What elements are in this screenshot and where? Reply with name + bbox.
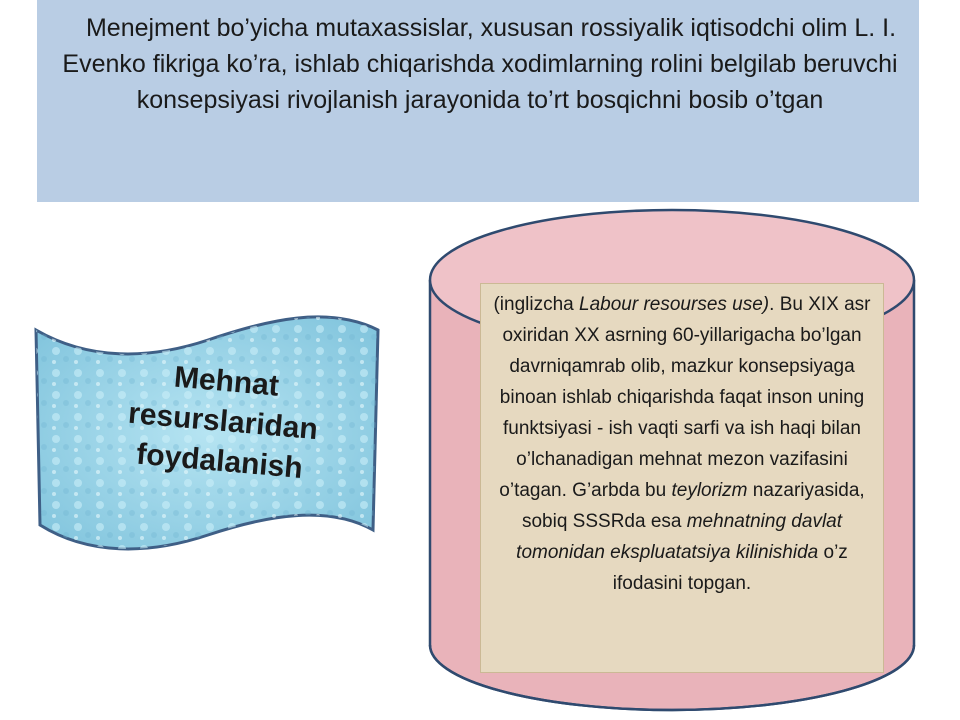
banner-title: Mehnat resurslaridan foydalanish — [126, 360, 320, 486]
header-text — [60, 10, 900, 118]
panel-text-segment: . Bu XIX asr oxiridan XX asrning 60-yillarigacha bo’lgan davrniqamrab olib, mazkur konsepsiyaga binoan ishlab chiqarishda faqat inson uning funktsiyasi - ish vaqti sarfi va ish haqi bilan o’lchanadigan mehnat mezon vazifasini o’tagan. G’arbda bu — [499, 294, 871, 501]
panel-text-italic: mehnatning davlat tomonidan ekspluatatsiya kilinishida — [516, 511, 843, 563]
panel-text-segment: nazariyasida, sobiq SSSRda esa — [521, 480, 865, 532]
header-text-content: Menejment bo’yicha mutaxassislar, xususan rossiyalik iqtisodchi olim L. I. Evenko fikriga ko’ra, ishlab chiqarishda xodimlarning rolini belgilab beruvchi konsepsiyasi rivojlanish jarayonida to’rt bosqichni bosib o’tgan — [62, 14, 898, 114]
text-panel — [480, 283, 884, 673]
panel-text-segment: o’z ifodasini topgan. — [612, 542, 848, 594]
panel-text-segment: (inglizcha — [493, 294, 580, 315]
wave-banner — [28, 300, 388, 560]
panel-text-italic: Labour resourses use) — [579, 294, 770, 315]
panel-text — [480, 283, 884, 599]
panel-text-italic: teylorizm — [671, 480, 748, 501]
